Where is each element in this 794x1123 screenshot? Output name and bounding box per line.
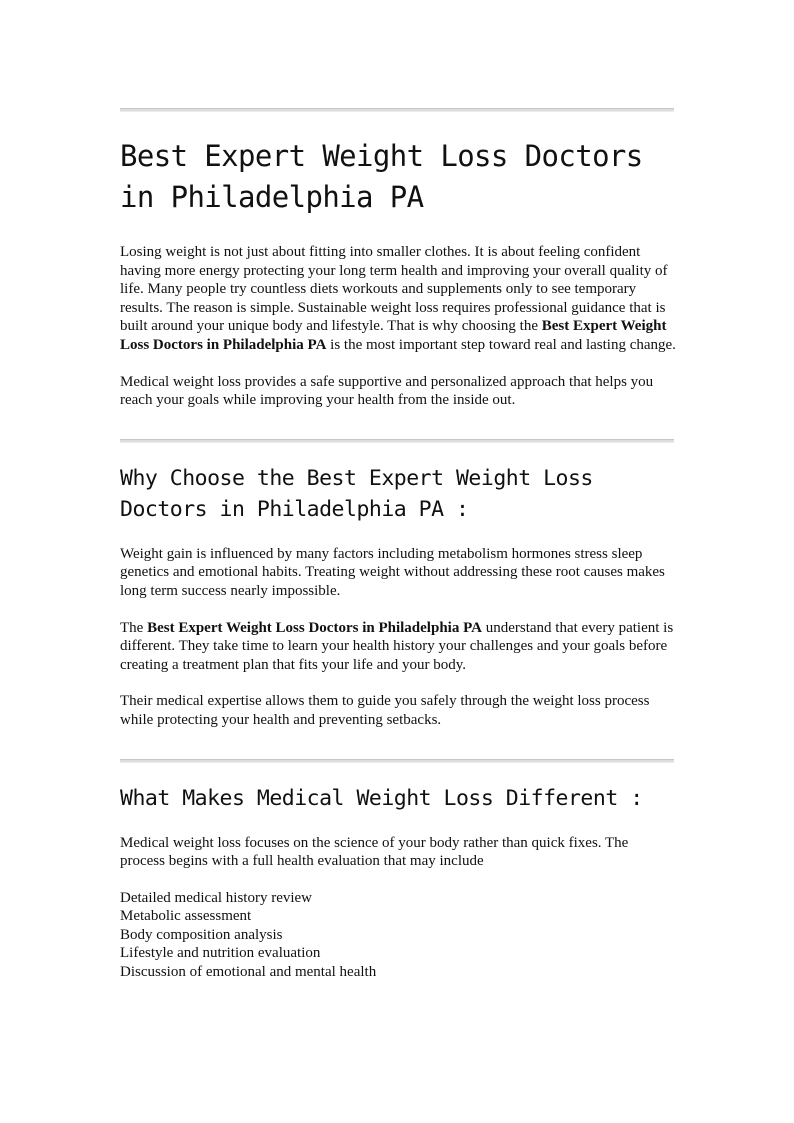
intro-text: Losing weight is not just about fitting into smaller clothes. It is about feeling confident having more energy protecting your long term health and improving your overall quality of life. Many people try countless diets workouts and supplements only to see temporary results. The reason is simple. Sustainable weight loss requires professional guidance that is built around your unique body and lifestyle. That is why choosing the [120, 244, 668, 335]
medical-paragraph-1: Medical weight loss focuses on the science of your body rather than quick fixes. The process begins with a full health evaluation that may include [120, 834, 629, 870]
why-paragraph-2 [120, 619, 676, 675]
why-bold-keyword: Best Expert Weight Loss Doctors in Philadelphia PA [147, 619, 482, 636]
intro-bold-keyword: Best Expert Weight Loss Doctors in Philadelphia PA [120, 318, 667, 353]
list-item: Body composition analysis [120, 926, 283, 943]
horizontal-rule [120, 439, 674, 443]
intro-paragraph-1 [120, 243, 676, 355]
why-paragraph-1: Weight gain is influenced by many factors including metabolism hormones stress sleep genetics and emotional habits. Treating weight without addressing these root causes makes long term success nearly impossible. [120, 545, 665, 599]
page-title: Best Expert Weight Loss Doctors in Philadelphia PA [120, 139, 643, 214]
intro-paragraph-2: Medical weight loss provides a safe supportive and personalized approach that helps you reach your goals while improving your health from the inside out. [120, 373, 654, 409]
evaluation-list [120, 889, 676, 982]
list-item: Metabolic assessment [120, 908, 252, 925]
why-text-end: understand that every patient is different. They take time to learn your health history your challenges and your goals before creating a treatment plan that fits your life and your body. [120, 619, 674, 673]
list-item: Lifestyle and nutrition evaluation [120, 945, 321, 962]
section-heading-medical: What Makes Medical Weight Loss Different : [120, 785, 643, 811]
why-text: The [120, 619, 148, 636]
document-page [120, 0, 676, 982]
why-paragraph-3: Their medical expertise allows them to guide you safely through the weight loss process while protecting your health and preventing setbacks. [120, 693, 650, 728]
list-item: Discussion of emotional and mental health [120, 964, 377, 981]
horizontal-rule [120, 759, 674, 763]
intro-text-end: is the most important step toward real and lasting change. [326, 336, 676, 353]
section-heading-why: Why Choose the Best Expert Weight Loss Doctors in Philadelphia PA : [120, 465, 593, 522]
list-item: Detailed medical history review [120, 889, 313, 906]
horizontal-rule [120, 108, 674, 112]
